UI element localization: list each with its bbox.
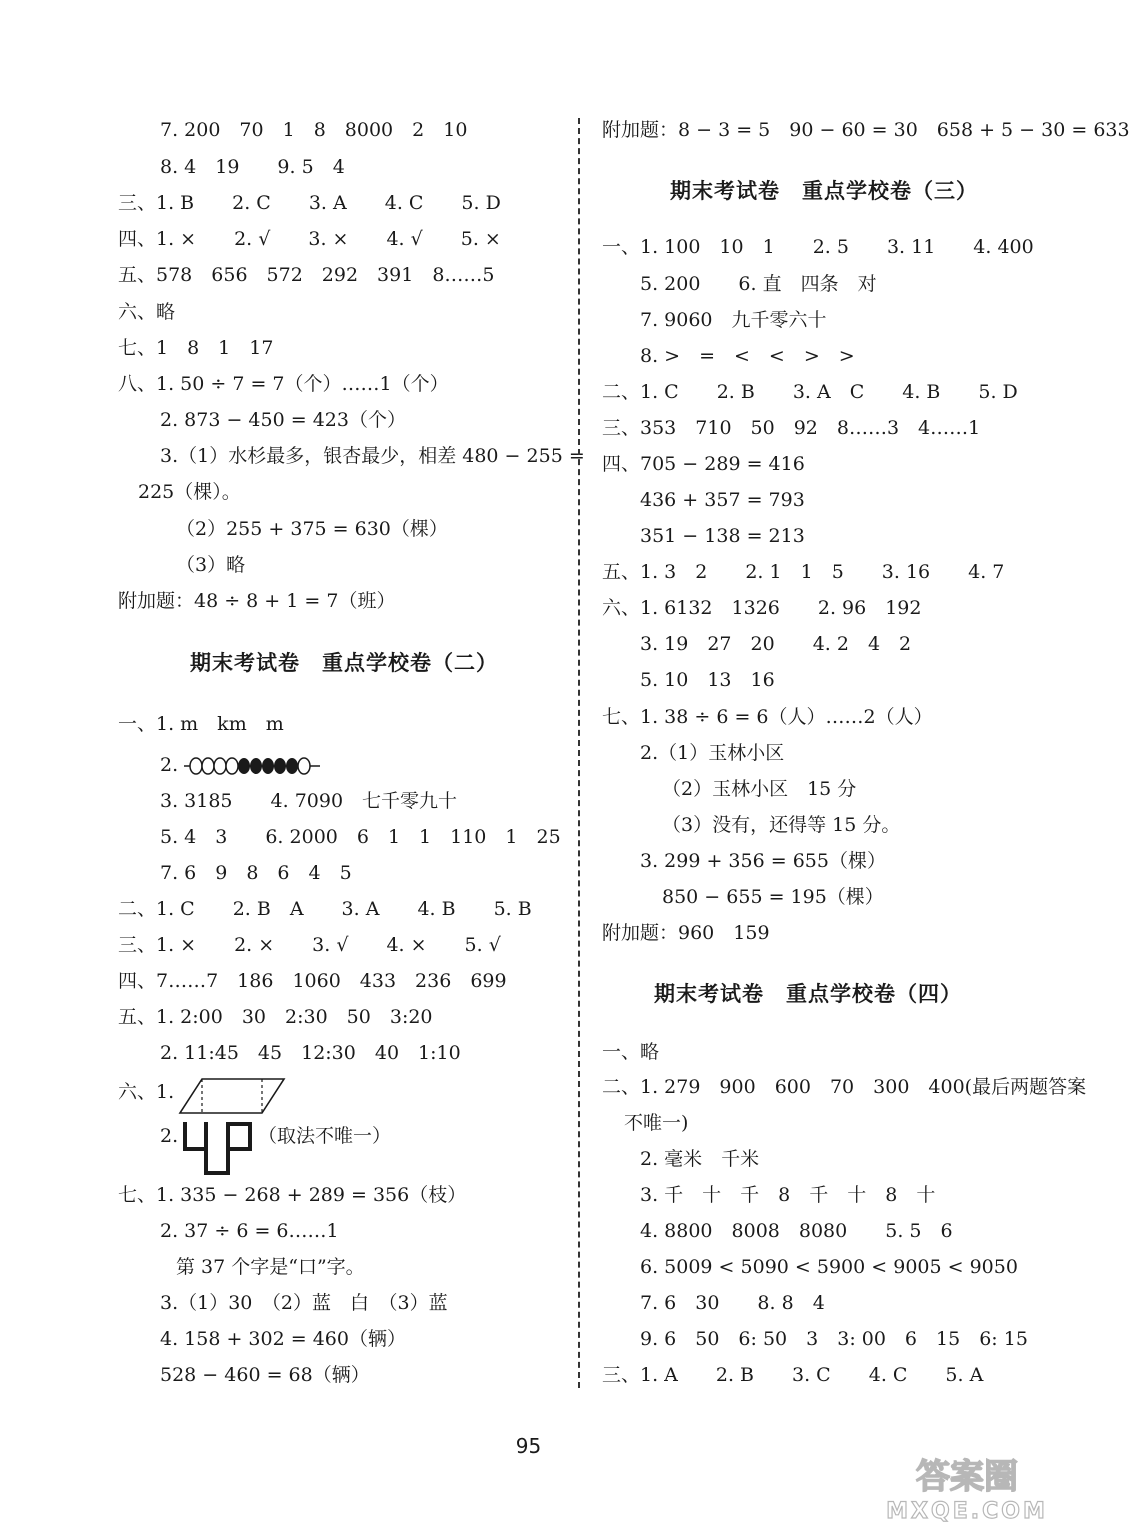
answer-line: 六、1. 6132 1326 2. 96 192 bbox=[602, 597, 922, 619]
answer-line: （3）略 bbox=[176, 554, 246, 576]
answer-line: 9. 6 50 6: 50 3 3: 00 6 15 6: 15 bbox=[640, 1328, 1028, 1350]
answer-line: 3.（1）水杉最多，银杏最少，相差 480 − 255 = bbox=[160, 445, 585, 467]
answer-line: 5. 10 13 16 bbox=[640, 669, 775, 691]
answer-line: 5. 200 6. 直 四条 对 bbox=[640, 273, 877, 295]
answer-line: 850 − 655 = 195（棵） bbox=[662, 886, 884, 908]
watermark-text: 答案圈 bbox=[916, 1457, 1018, 1497]
answer-line: 三、1. A 2. B 3. C 4. C 5. A bbox=[602, 1364, 984, 1386]
answer-line: （取法不唯一） bbox=[258, 1125, 392, 1147]
bead-string-figure bbox=[182, 754, 322, 778]
answer-line: 四、705 − 289 = 416 bbox=[602, 453, 805, 475]
answer-line: 528 − 460 = 68（辆） bbox=[160, 1364, 370, 1386]
answer-line: 2.（1）玉林小区 bbox=[640, 742, 785, 764]
answer-line: 7. 6 9 8 6 4 5 bbox=[160, 862, 352, 884]
section-heading: 期末考试卷 重点学校卷（二） bbox=[190, 651, 498, 675]
answer-line: 2. 873 − 450 = 423（个） bbox=[160, 409, 406, 431]
answer-line: 不唯一) bbox=[624, 1112, 689, 1134]
watermark-logo bbox=[887, 1446, 1047, 1526]
answer-line: 3.（1）30 （2）蓝 白 （3）蓝 bbox=[160, 1292, 448, 1314]
answer-line: 附加题：8 − 3 = 5 90 − 60 = 30 658 + 5 − 30 = 633 bbox=[602, 119, 1130, 141]
section-heading: 期末考试卷 重点学校卷（四） bbox=[654, 982, 962, 1006]
answer-line: 436 + 357 = 793 bbox=[640, 489, 805, 511]
answer-line: 4. 158 + 302 = 460（辆） bbox=[160, 1328, 406, 1350]
answer-line: 3. 千 十 千 8 千 十 8 十 bbox=[640, 1184, 936, 1206]
answer-line: 7. 9060 九千零六十 bbox=[640, 309, 827, 331]
answer-line: 三、1. × 2. × 3. √ 4. × 5. √ bbox=[118, 934, 501, 956]
answer-line: 一、1. m km m bbox=[118, 713, 284, 735]
answer-line: 七、1. 335 − 268 + 289 = 356（枝） bbox=[118, 1184, 467, 1206]
answer-line: 五、578 656 572 292 391 8……5 bbox=[118, 264, 495, 286]
answer-line: 附加题：960 159 bbox=[602, 922, 770, 944]
answer-line: 2. bbox=[160, 1125, 179, 1147]
watermark-url: MXQE.COM bbox=[886, 1499, 1048, 1524]
answer-line: 七、1. 38 ÷ 6 = 6（人）……2（人） bbox=[602, 706, 933, 728]
answer-line: 3. 3185 4. 7090 七千零九十 bbox=[160, 790, 458, 812]
matchstick-figure bbox=[182, 1121, 254, 1177]
answer-line: 6. 5009 < 5090 < 5900 < 9005 < 9050 bbox=[640, 1256, 1018, 1278]
answer-line: 5. 4 3 6. 2000 6 1 1 110 1 25 bbox=[160, 826, 561, 848]
answer-line: 三、1. B 2. C 3. A 4. C 5. D bbox=[118, 192, 501, 214]
answer-line: 一、略 bbox=[602, 1041, 660, 1063]
answer-line: 七、1 8 1 17 bbox=[118, 337, 274, 359]
section-heading: 期末考试卷 重点学校卷（三） bbox=[670, 179, 978, 203]
answer-line: 4. 8800 8008 8080 5. 5 6 bbox=[640, 1220, 953, 1242]
answer-line: 三、353 710 50 92 8……3 4……1 bbox=[602, 417, 981, 439]
page-number: 95 bbox=[515, 1434, 542, 1458]
answer-line: 一、1. 100 10 1 2. 5 3. 11 4. 400 bbox=[602, 236, 1034, 258]
answer-line: 3. 19 27 20 4. 2 4 2 bbox=[640, 633, 912, 655]
answer-line: 3. 299 + 356 = 655（棵） bbox=[640, 850, 886, 872]
answer-line: 八、1. 50 ÷ 7 = 7（个）……1（个） bbox=[118, 373, 449, 395]
answer-line: 2. 37 ÷ 6 = 6……1 bbox=[160, 1220, 339, 1242]
answer-line: 附加题：48 ÷ 8 + 1 = 7（班） bbox=[118, 590, 396, 612]
answer-line: 四、1. × 2. √ 3. × 4. √ 5. × bbox=[118, 228, 501, 250]
column-divider bbox=[578, 118, 580, 1388]
answer-line: 225（棵）。 bbox=[138, 481, 241, 503]
answer-line: 二、1. C 2. B A 3. A 4. B 5. B bbox=[118, 898, 532, 920]
answer-line: 五、1. 2:00 30 2:30 50 3:20 bbox=[118, 1006, 433, 1028]
answer-line: 二、1. C 2. B 3. A C 4. B 5. D bbox=[602, 381, 1018, 403]
answer-line: 四、7……7 186 1060 433 236 699 bbox=[118, 970, 507, 992]
answer-line: 六、1. bbox=[118, 1081, 175, 1103]
answer-line: （2）玉林小区 15 分 bbox=[662, 778, 857, 800]
answer-line: 五、1. 3 2 2. 1 1 5 3. 16 4. 7 bbox=[602, 561, 1005, 583]
answer-line: 7. 6 30 8. 8 4 bbox=[640, 1292, 825, 1314]
answer-line: （2）255 + 375 = 630（棵） bbox=[176, 518, 448, 540]
parallelogram-figure bbox=[176, 1076, 288, 1116]
answer-line: 第 37 个字是“口”字。 bbox=[176, 1256, 365, 1278]
answer-line: 二、1. 279 900 600 70 300 400(最后两题答案 bbox=[602, 1076, 1087, 1098]
answer-line: 7. 200 70 1 8 8000 2 10 bbox=[160, 119, 468, 141]
answer-line: 2. 毫米 千米 bbox=[640, 1148, 760, 1170]
answer-line: 351 − 138 = 213 bbox=[640, 525, 805, 547]
answer-line: 8. 4 19 9. 5 4 bbox=[160, 156, 345, 178]
answer-line: 8. > = < < > > bbox=[640, 345, 855, 367]
answer-line: 2. 11:45 45 12:30 40 1:10 bbox=[160, 1042, 461, 1064]
answer-line: （3）没有，还得等 15 分。 bbox=[662, 814, 901, 836]
answer-line: 2. bbox=[160, 754, 179, 776]
answer-line: 六、略 bbox=[118, 301, 176, 323]
